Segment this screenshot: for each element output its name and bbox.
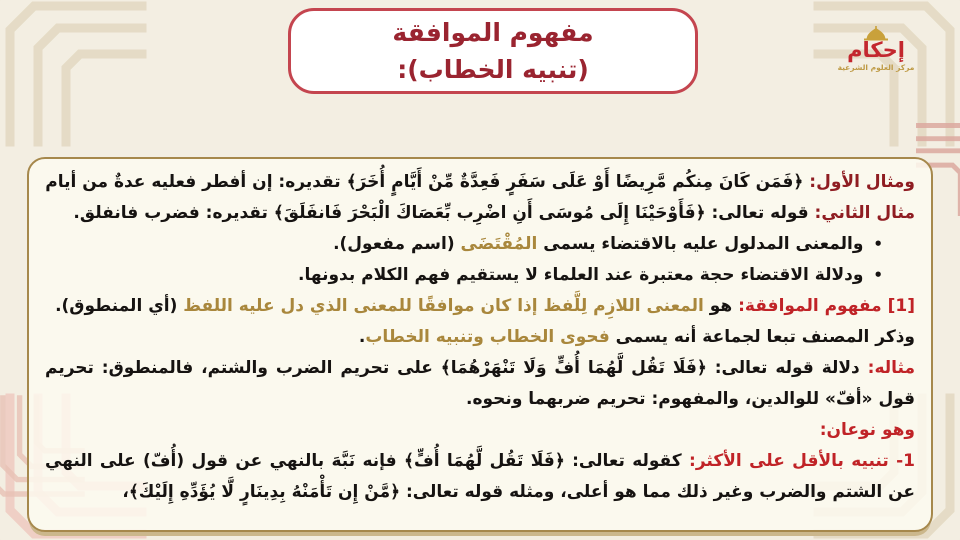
text-segment: وهو نوعان: xyxy=(819,420,915,440)
text-segment: ومثال الأول: xyxy=(803,172,915,192)
paragraph xyxy=(45,415,915,446)
text-segment: مثاله: xyxy=(859,358,916,378)
text-segment: هو xyxy=(703,296,733,316)
text-segment: والمعنى المدلول عليه بالاقتضاء يسمى xyxy=(537,234,864,254)
logo-subtitle: مركز العلوم الشرعية xyxy=(837,63,915,73)
text-segment: مثال الثاني: xyxy=(808,203,915,223)
content-box xyxy=(27,157,933,532)
paragraph xyxy=(45,291,915,322)
text-segment: ودلالة الاقتضاء حجة معتبرة عند العلماء لا يستقيم فهم الكلام بدونها. xyxy=(298,265,864,285)
bullet-item xyxy=(45,260,915,291)
text-segment: [1] مفهوم الموافقة: xyxy=(732,296,915,316)
text-segment: قوله تعالى: ﴿فَأَوْحَيْنَا إِلَى مُوسَى أَنِ اضْرِب بِّعَصَاكَ الْبَحْرَ فَانفَلَقَ﴾ تقديره: فضرب فانفلق. xyxy=(73,203,809,223)
page-title-line2: (تنبيه الخطاب): xyxy=(397,55,589,84)
page-title-line1: مفهوم الموافقة xyxy=(392,18,594,47)
text-segment: المعنى اللازِم لِلَّفظ إذا كان موافقًا للمعنى الذي دل عليه اللفظ xyxy=(177,296,704,316)
paragraph xyxy=(45,198,915,229)
text-segment: كقوله تعالى: ﴿فَلَا تَقُل لَّهُمَا أُفٍّ﴾ فإنه نَبَّهَ بالنهي عن قول (أُفّ) على النهي عن الشتم والضرب وغير ذلك مما هو أعلى، ومثله قوله تعالى: ﴿مَّنْ إِن تَأْمَنْهُ بِدِينَارٍ لَّا يُؤَدِّهِ إِلَيْكَ﴾، xyxy=(45,451,915,502)
paragraph xyxy=(45,322,915,353)
bullet-item xyxy=(45,229,915,260)
text-segment: (أي المنطوق). xyxy=(55,296,178,316)
paragraph xyxy=(45,446,915,508)
text-segment: فحوى الخطاب وتنبيه الخطاب xyxy=(365,327,610,347)
bullet-dot: • xyxy=(873,266,883,284)
text-segment: . xyxy=(358,327,366,347)
header-title-box xyxy=(288,8,698,94)
text-segment: 1- تنبيه بالأقل على الأكثر: xyxy=(681,451,916,471)
logo-name: إحكام xyxy=(847,38,905,62)
text-segment: دلالة قوله تعالى: ﴿فَلَا تَقُل لَّهُمَا أُفٍّ وَلَا تَنْهَرْهُمَا﴾ على تحريم الضرب والشتم، فالمنطوق: تحريم قول «أفّ» للوالدين، والمفهوم: تحريم ضربهما ونحوه. xyxy=(45,358,915,409)
logo xyxy=(828,26,924,72)
ornament-top-left xyxy=(0,0,142,142)
text-segment: المُقْتَضَى xyxy=(454,234,538,254)
text-segment: ﴿فَمَن كَانَ مِنكُم مَّرِيضًا أَوْ عَلَى سَفَرٍ فَعِدَّةٌ مِّنْ أَيَّامٍ أُخَرَ﴾ تقديره: إن أفطر فعليه عدةٌ من أيام xyxy=(45,172,804,192)
paragraph xyxy=(45,353,915,415)
text-segment: وذكر المصنف تبعا لجماعة أنه يسمى xyxy=(609,327,915,347)
text-segment: (اسم مفعول). xyxy=(333,234,455,254)
paragraph xyxy=(45,167,915,198)
bullet-dot: • xyxy=(873,235,883,253)
